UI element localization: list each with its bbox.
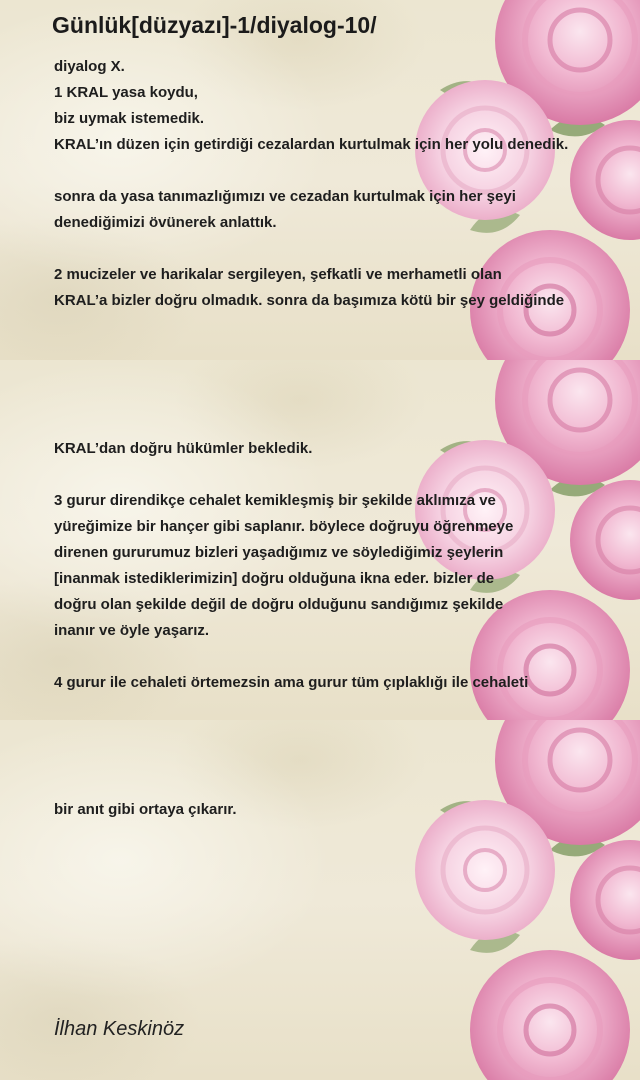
poem-line: direnen gururumuz bizleri yaşadığımız ve söylediğimiz şeylerin xyxy=(54,544,504,561)
poem-line: 2 mucizeler ve harikalar sergileyen, şefkatli ve merhametli olan xyxy=(54,266,502,283)
poem-line: denediğimizi övünerek anlattık. xyxy=(54,214,277,231)
poem-line: sonra da yasa tanımazlığımızı ve cezadan kurtulmak için her şeyi xyxy=(54,188,516,205)
poem-line: doğru olan şekilde değil de doğru olduğunu sandığımız şekilde xyxy=(54,596,504,613)
poem-panel-1 xyxy=(0,0,640,360)
poem-line: 1 KRAL yasa koydu, xyxy=(54,84,198,101)
poem-text-block-3 xyxy=(54,771,614,823)
poem-panel-2 xyxy=(0,360,640,720)
poem-line: inanır ve öyle yaşarız. xyxy=(54,622,210,639)
poem-line: 3 gurur direndikçe cehalet kemikleşmiş bir şekilde aklımıza ve xyxy=(54,492,496,509)
poem-line: 4 gurur ile cehaleti örtemezsin ama gurur tüm çıplaklığı ile cehaleti xyxy=(54,674,529,691)
poem-panel-3 xyxy=(0,720,640,1080)
poem-line: bir anıt gibi ortaya çıkarır. xyxy=(54,801,237,818)
poem-line xyxy=(54,158,614,184)
poem-line: KRAL’dan doğru hükümler bekledik. xyxy=(54,440,313,457)
poem-line: biz uymak istemedik. xyxy=(54,110,205,127)
poem-line xyxy=(54,644,614,670)
poem-line xyxy=(54,410,614,436)
poem-line xyxy=(54,236,614,262)
poem-line: yüreğimize bir hançer gibi saplanır. böylece doğruyu öğrenmeye xyxy=(54,518,514,535)
poem-line xyxy=(54,771,614,797)
page-title: Günlük[düzyazı]-1/diyalog-10/ xyxy=(52,12,377,38)
author-signature: İlhan Keskinöz xyxy=(54,1018,185,1040)
poem-line: KRAL’a bizler doğru olmadık. sonra da başımıza kötü bir şey geldiğinde xyxy=(54,292,565,309)
poem-line: diyalog X. xyxy=(54,58,125,75)
poem-text-block-1 xyxy=(54,54,614,314)
poem-text-block-2 xyxy=(54,410,614,696)
poem-line: [inanmak istediklerimizin] doğru olduğuna ikna eder. bizler de xyxy=(54,570,495,587)
poem-line xyxy=(54,462,614,488)
poem-line: KRAL’ın düzen için getirdiği cezalardan kurtulmak için her yolu denedik. xyxy=(54,136,569,153)
